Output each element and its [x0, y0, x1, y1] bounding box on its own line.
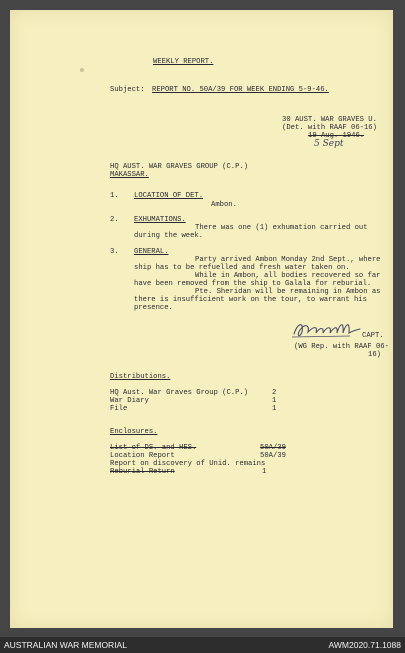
signature-rank: CAPT. — [362, 332, 384, 340]
unit-line-2: (Det. with RAAF 06-16) — [282, 124, 377, 132]
distribution-copies: 1 — [272, 397, 277, 405]
item-number: 1. — [110, 192, 119, 200]
distribution-name: War Diary — [110, 397, 149, 405]
enclosure-name: Reburial Return — [110, 468, 175, 476]
enclosures-title: Enclosures. — [110, 428, 158, 436]
enclosure-ref: 50A/39 — [260, 444, 286, 452]
distribution-copies: 1 — [272, 405, 277, 413]
item-title: GENERAL. — [134, 248, 169, 256]
handwritten-date: 5 Sept — [314, 139, 344, 149]
enclosure-name: Report on discovery of Unid. remains — [110, 460, 266, 468]
item-line: While in Ambon, all bodies recovered so far — [195, 272, 381, 280]
footer-bar — [0, 637, 405, 653]
distributions-title: Distributions. — [110, 373, 171, 381]
item-number: 2. — [110, 216, 119, 224]
report-heading: WEEKLY REPORT. — [153, 58, 214, 66]
item-line: during the week. — [134, 232, 204, 240]
item-title: LOCATION OF DET. — [134, 192, 204, 200]
enclosure-ref: 50A/39 — [260, 452, 286, 460]
item-line: ship has to be refuelled and fresh water taken on. — [134, 264, 350, 272]
item-line: There was one (1) exhumation carried out — [195, 224, 368, 232]
item-number: 3. — [110, 248, 119, 256]
item-line: there is insufficient work on the tour, to warrant his — [134, 296, 367, 304]
item-line: presence. — [134, 304, 173, 312]
item-line: have been removed from the ship to Galala for reburial. — [134, 280, 372, 288]
item-line: Party arrived Ambon Monday 2nd Sept., where — [195, 256, 381, 264]
enclosure-name: Location Report — [110, 452, 175, 460]
subject-label: Subject: — [110, 86, 145, 94]
document-page — [10, 10, 393, 628]
handwritten-signature — [290, 318, 362, 340]
addressee-line-2: MAKASSAR. — [110, 171, 149, 179]
footer-accession-number: AWM2020.71.1088 — [328, 640, 401, 650]
item-line: Ambon. — [211, 201, 237, 209]
typed-date: 19 Aug. 1946. — [308, 132, 365, 140]
footer-credit: AUSTRALIAN WAR MEMORIAL — [4, 640, 127, 650]
punch-hole-mark — [80, 68, 84, 72]
item-title: EXHUMATIONS. — [134, 216, 186, 224]
addressee-line-1: HQ AUST. WAR GRAVES GROUP (C.P.) — [110, 163, 249, 171]
subject-text: REPORT NO. 50A/39 FOR WEEK ENDING 5-9-46. — [152, 86, 329, 94]
enclosure-ref: 1 — [262, 468, 267, 476]
enclosure-name: List of DS. and HES. — [110, 444, 197, 452]
signature-subtitle-2: 16) — [368, 351, 381, 359]
unit-line-1: 30 AUST. WAR GRAVES U. — [282, 116, 377, 124]
distribution-name: HQ Aust. War Graves Group (C.P.) — [110, 389, 249, 397]
distribution-copies: 2 — [272, 389, 277, 397]
item-line: Pte. Sheridan will be remaining in Ambon as — [195, 288, 381, 296]
signature-subtitle-1: (WG Rep. with RAAF 06- — [294, 343, 389, 351]
distribution-name: File — [110, 405, 128, 413]
